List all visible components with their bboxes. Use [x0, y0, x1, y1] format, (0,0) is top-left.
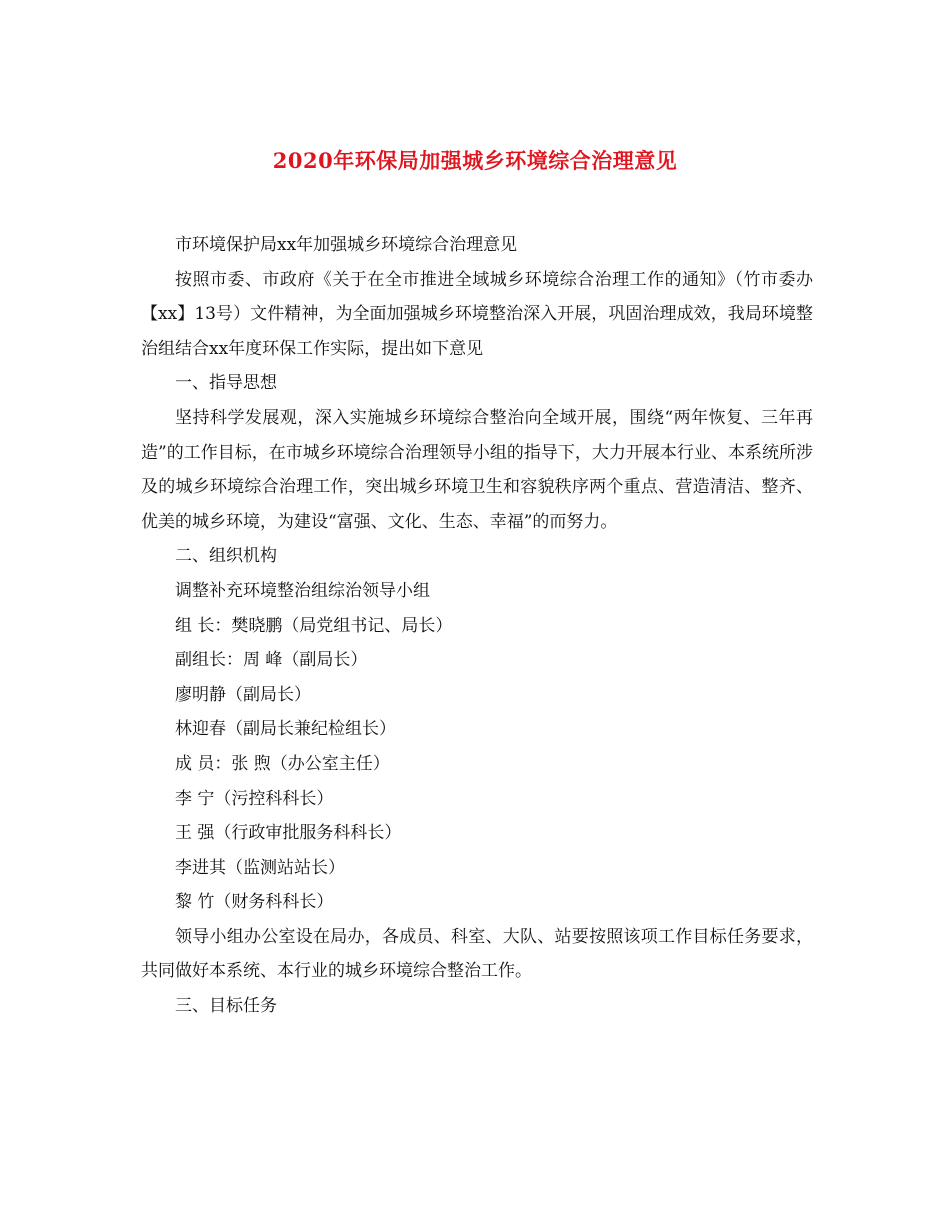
member-line: 李 宁（污控科科长） [175, 788, 334, 809]
paragraph-intro: 按照市委、市政府《关于在全市推进全域城乡环境综合治理工作的通知》（竹市委办【xx】13号）文件精神，为全面加强城乡环境整治深入开展，巩固治理成效，我局环境整治组结合xx年度环保工作实际，提出如下意见 [141, 269, 813, 359]
member-line: 副组长：周 峰（副局长） [175, 650, 368, 671]
paragraph-subtitle: 市环境保护局xx年加强城乡环境综合治理意见 [175, 235, 518, 255]
document-body [141, 228, 813, 1024]
member-line: 成 员：张 煦（办公室主任） [175, 753, 390, 774]
member-line: 组 长：樊晓鹏（局党组书记、局长） [175, 615, 453, 636]
paragraph-guiding-thought: 坚持科学发展观，深入实施城乡环境综合整治向全域开展，围绕“两年恢复、三年再造”的工作目标，在市城乡环境综合治理领导小组的指导下，大力开展本行业、本系统所涉及的城乡环境综合治理工作，突出城乡环境卫生和容貌秩序两个重点、营造清洁、整齐、优美的城乡环境，为建设“富强、文化、生态、幸福”的而努力。 [141, 407, 813, 532]
section-heading-targets: 三、目标任务 [175, 996, 277, 1017]
document-title: 2020年环保局加强城乡环境综合治理意见 [272, 148, 678, 173]
section-heading-guiding-thought: 一、指导思想 [175, 373, 277, 394]
member-line: 林迎春（副局长兼纪检组长） [175, 719, 396, 740]
member-line: 廖明静（副局长） [175, 684, 311, 705]
member-line: 王 强（行政审批服务科科长） [175, 823, 402, 844]
paragraph-organization-intro: 调整补充环境整治组综治领导小组 [175, 580, 430, 601]
member-line: 黎 竹（财务科科长） [175, 892, 334, 913]
paragraph-office: 领导小组办公室设在局办，各成员、科室、大队、站要按照该项工作目标任务要求，共同做好本系统、本行业的城乡环境综合整治工作。 [141, 926, 813, 982]
section-heading-organization: 二、组织机构 [175, 546, 277, 567]
member-line: 李进其（监测站站长） [175, 857, 345, 878]
